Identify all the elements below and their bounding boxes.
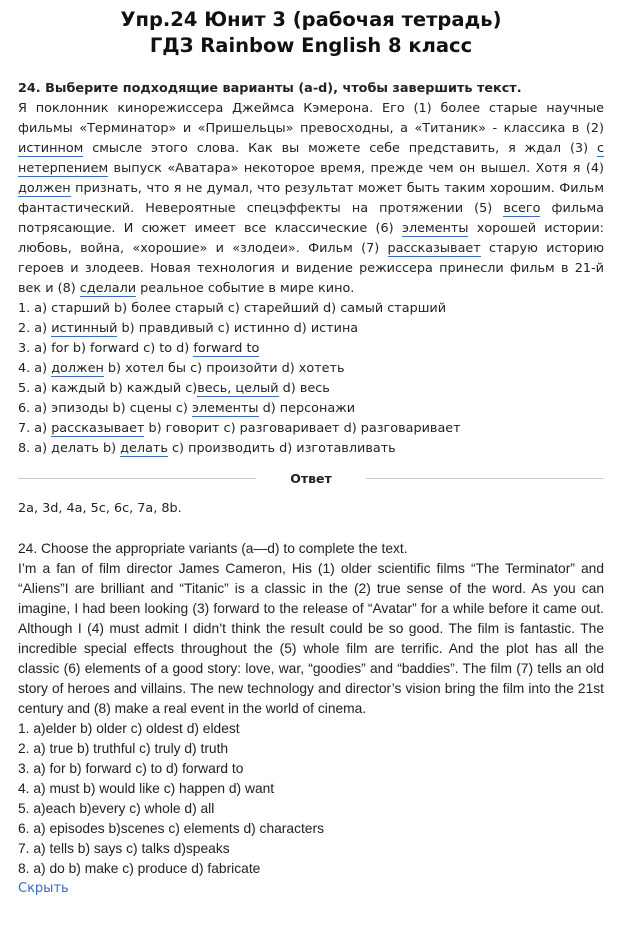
option-text: 7. a) — [18, 421, 52, 436]
text-segment: смысле этого слова. Как вы можете себе представить, я ждал (3) — [83, 141, 597, 156]
task-en — [18, 539, 604, 899]
option-line — [18, 399, 604, 419]
answer-label: Ответ — [290, 470, 332, 486]
highlighted-answer: рассказывает — [51, 421, 145, 436]
option-line — [18, 319, 604, 339]
option-text: b) правдивый c) истинно d) истина — [117, 321, 359, 336]
option-text: 2. a) — [18, 321, 52, 336]
highlighted-answer: делать — [120, 441, 168, 456]
option-text: 6. a) эпизоды b) сцены c) — [18, 401, 192, 416]
option-line: 6. a) episodes b)scenes c) elements d) characters — [18, 821, 324, 836]
highlighted-answer: всего — [503, 201, 541, 216]
highlighted-answer: с нетерпением — [18, 141, 604, 176]
answer-divider — [18, 469, 604, 487]
highlighted-answer: весь, целый — [197, 381, 279, 396]
option-text: c) производить d) изготавливать — [167, 441, 396, 456]
option-text: 5. a) каждый b) каждый c) — [18, 381, 198, 396]
option-line: 8. a) do b) make c) produce d) fabricate — [18, 861, 261, 876]
option-line — [18, 299, 604, 319]
option-line — [18, 419, 604, 439]
option-line: 4. a) must b) would like c) happen d) want — [18, 781, 275, 796]
title-line-1: Упр.24 Юнит 3 (рабочая тетрадь) — [120, 8, 502, 31]
task-en-text: I’m a fan of film director James Cameron, His (1) older scientific films “The Terminator” and “Aliens”I are brilliant and “Titanic” is a classic in the (2) true sense of the word. As you can imagine, I had been looking (3) forward to the release of “Avatar” for a while before it came out. Although I (4) must admit I didn’t think the result could be so good. The film is fantastic. The incredible special effects throughout the (5) whole film are terrific. And the plot has all the classic (6) elements of a good story: love, war, “goodies” and “baddies”. The film (7) tells an old story of heroes and villains. The new technology and director’s vision bring the film into the 21st century and (8) make a real event in the world of cinema. — [18, 561, 604, 716]
option-line: 1. a)elder b) older c) oldest d) eldest — [18, 721, 240, 736]
task-ru-text — [18, 99, 604, 299]
text-segment: признать, что я не думал, что результат может быть таким хорошим. Фильм фантастический. Невероятные спецэффекты на протяжении (5) — [18, 181, 604, 216]
highlighted-answer: элементы — [401, 221, 469, 236]
text-segment: фильма потрясающие. И сюжет имеет все классические (6) — [18, 201, 605, 236]
option-text: 8. a) делать b) — [18, 441, 121, 456]
title-line-2: ГДЗ Rainbow English 8 класс — [149, 34, 473, 57]
option-line: 2. a) true b) truthful c) truly d) truth — [18, 741, 229, 756]
option-text: 3. a) for b) forward c) to d) — [18, 341, 194, 356]
option-line: 3. a) for b) forward c) to d) forward to — [18, 761, 244, 776]
text-segment: хорошей истории: любовь, война, «хорошие» и «злодеи». Фильм (7) — [18, 221, 604, 256]
text-segment: реальное событие в мире кино. — [136, 281, 355, 296]
highlighted-answer: рассказывает — [387, 241, 481, 256]
option-line: 7. a) tells b) says c) talks d)speaks — [18, 841, 230, 856]
highlighted-answer: forward to — [193, 341, 260, 356]
option-text: d) персонажи — [258, 401, 356, 416]
task-ru — [18, 79, 604, 459]
option-text: b) хотел бы c) произойти d) хотеть — [103, 361, 345, 376]
hide-link[interactable]: Скрыть — [18, 881, 69, 896]
highlighted-answer: истинный — [51, 321, 118, 336]
text-segment: старую историю героев и злодеев. Новая технология и видение режиссера принесли фильм в 21-й век и (8) — [18, 241, 604, 296]
option-text: 4. a) — [18, 361, 52, 376]
highlighted-answer: истинном — [18, 141, 84, 156]
highlighted-answer: сделали — [79, 281, 137, 296]
option-line — [18, 379, 604, 399]
page-title — [18, 0, 604, 59]
option-text: 1. a) старший b) более старый c) старейший d) самый старший — [18, 301, 447, 316]
highlighted-answer: должен — [51, 361, 104, 376]
option-line — [18, 339, 604, 359]
option-line — [18, 359, 604, 379]
task-en-heading: 24. Choose the appropriate variants (a—d) to complete the text. — [18, 541, 408, 556]
option-text: b) говорит c) разговаривает d) разговаривает — [144, 421, 461, 436]
text-segment: выпуск «Аватара» некоторое время, прежде чем он вышел. Хотя я (4) — [108, 161, 604, 176]
option-line — [18, 439, 604, 459]
answer-text: 2a, 3d, 4a, 5c, 6c, 7a, 8b. — [18, 501, 182, 516]
highlighted-answer: элементы — [191, 401, 259, 416]
text-segment: Я поклонник кинорежиссера Джеймса Кэмерона. Его (1) более старые научные фильмы «Терминатор» и «Пришельцы» превосходны, а «Титаник» - классика в (2) — [18, 101, 604, 136]
option-line: 5. a)each b)every c) whole d) all — [18, 801, 215, 816]
divider-line-left — [18, 478, 256, 479]
divider-line-right — [366, 478, 604, 479]
task-ru-heading: 24. Выберите подходящие варианты (a-d), чтобы завершить текст. — [18, 81, 522, 96]
option-text: d) весь — [278, 381, 330, 396]
highlighted-answer: должен — [18, 181, 71, 196]
